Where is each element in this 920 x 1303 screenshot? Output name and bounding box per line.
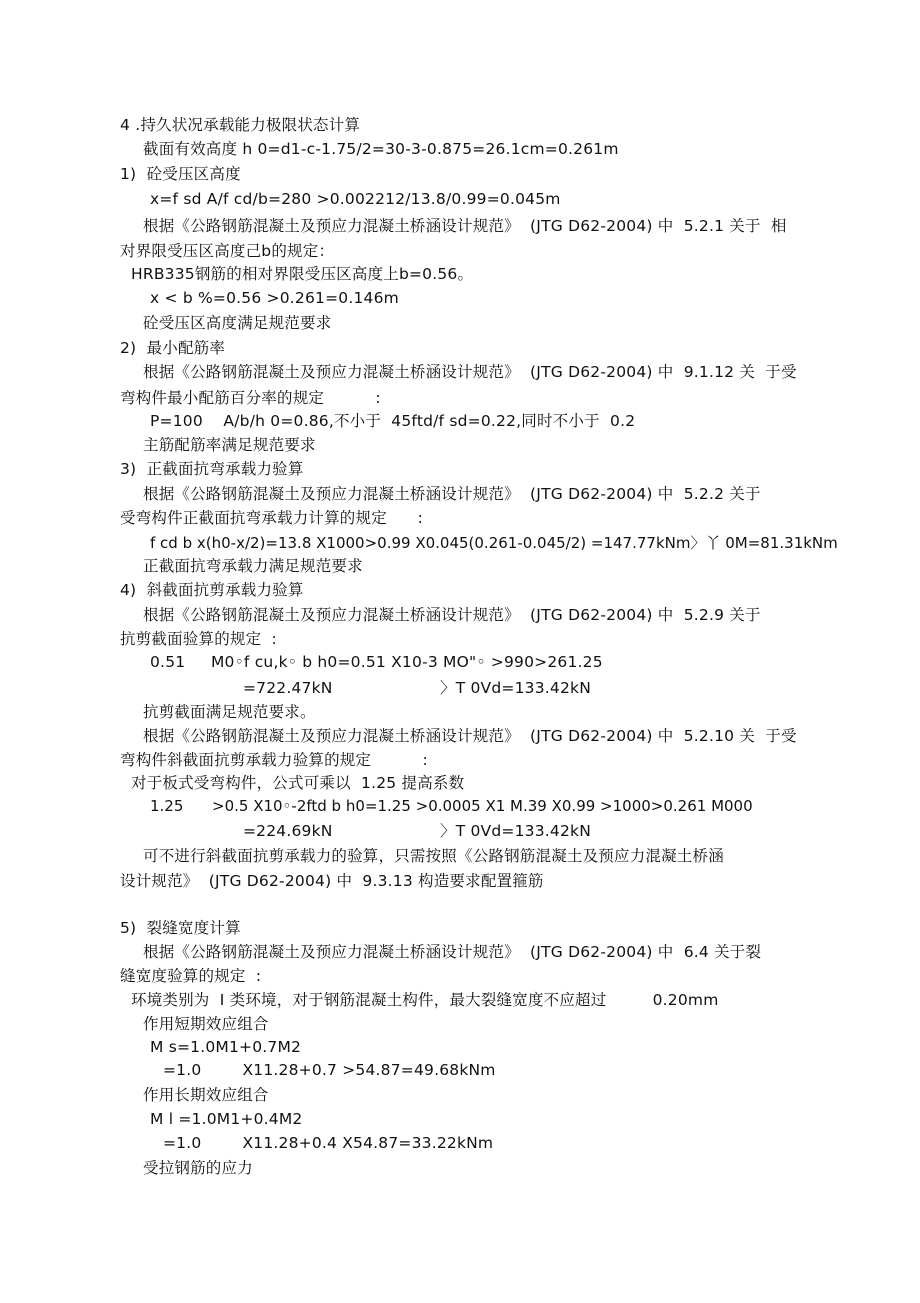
formula-line: M s=1.0M1+0.7M2 [150,1038,302,1056]
paragraph-line: 作用长期效应组合 [143,1086,269,1104]
paragraph-line: 根据《公路钢筋混凝土及预应力混凝土桥涵设计规范》 (JTG D62-2004) 中 5.2.10 关 于受 [143,727,797,745]
subheading-5: 5) 裂缝宽度计算 [120,919,241,937]
formula-line: f cd b x(h0-x/2)=13.8 X1000>0.99 X0.045(0.261-0.045/2) =147.77kNm〉丫 0M=81.31kNm [150,534,838,552]
paragraph-line: 根据《公路钢筋混凝土及预应力混凝土桥涵设计规范》 (JTG D62-2004) 中 5.2.1 关于 相 [143,217,787,235]
section-heading-4: 4 .持久状况承载能力极限状态计算 [120,116,361,134]
paragraph-line: 根据《公路钢筋混凝土及预应力混凝土桥涵设计规范》 (JTG D62-2004) 中 9.1.12 关 于受 [143,363,797,381]
formula-line: P=100 A/b/h 0=0.86,不小于 45ftd/f sd=0.22,同时不小于 0.2 [150,412,636,430]
paragraph-line: HRB335钢筋的相对界限受压区高度上b=0.56。 [131,265,474,283]
formula-line: =1.0 X11.28+0.7 >54.87=49.68kNm [163,1061,496,1079]
formula-line: x < b %=0.56 >0.261=0.146m [150,289,399,307]
subheading-3: 3) 正截面抗弯承载力验算 [120,460,304,478]
conclusion-line: 砼受压区高度满足规范要求 [143,314,332,332]
paragraph-line: 受拉钢筋的应力 [143,1159,253,1177]
paragraph-line: 根据《公路钢筋混凝土及预应力混凝土桥涵设计规范》 (JTG D62-2004) 中 5.2.9 关于 [143,606,761,624]
conclusion-line: 主筋配筋率满足规范要求 [143,436,316,454]
formula-line: M l =1.0M1+0.4M2 [150,1110,303,1128]
formula-line: 0.51 M0◦f cu,k◦ b h0=0.51 X10-3 MO"◦ >990>261.25 [150,653,603,671]
paragraph-line: 弯构件斜截面抗剪承载力验算的规定 : [120,751,428,769]
result-line: =224.69kN [243,822,333,840]
paragraph-line: 缝宽度验算的规定 : [120,967,262,985]
paragraph-line: 根据《公路钢筋混凝土及预应力混凝土桥涵设计规范》 (JTG D62-2004) 中 5.2.2 关于 [143,485,761,503]
effective-height-line: 截面有效高度 h 0=d1-c-1.75/2=30-3-0.875=26.1cm=0.261m [143,140,619,158]
comparison-line: 〉T 0Vd=133.42kN [440,822,591,840]
formula-line: 1.25 >0.5 X10◦-2ftd b h0=1.25 >0.0005 X1 M.39 X0.99 >1000>0.261 M000 [150,797,753,815]
paragraph-line: 抗剪截面验算的规定 : [120,630,277,648]
paragraph-line: 可不进行斜截面抗剪承载力的验算，只需按照《公路钢筋混凝土及预应力混凝土桥涵 [143,847,724,865]
paragraph-line: 环境类别为 I 类环境，对于钢筋混凝土构件，最大裂缝宽度不应超过 0.20mm [131,991,719,1009]
paragraph-line: 作用短期效应组合 [143,1015,269,1033]
conclusion-line: 正截面抗弯承载力满足规范要求 [143,557,363,575]
paragraph-line: 弯构件最小配筋百分率的规定 : [120,389,381,407]
formula-line: x=f sd A/f cd/b=280 >0.002212/13.8/0.99=0.045m [150,190,561,208]
subheading-2: 2) 最小配筋率 [120,339,226,357]
paragraph-line: 对界限受压区高度己b的规定： [120,242,335,260]
result-line: =722.47kN [243,679,333,697]
conclusion-line: 抗剪截面满足规范要求。 [143,703,316,721]
formula-line: =1.0 X11.28+0.4 X54.87=33.22kNm [163,1134,494,1152]
paragraph-line: 对于板式受弯构件，公式可乘以 1.25 提高系数 [131,774,465,792]
paragraph-line: 根据《公路钢筋混凝土及预应力混凝土桥涵设计规范》 (JTG D62-2004) 中 6.4 关于裂 [143,943,762,961]
comparison-line: 〉T 0Vd=133.42kN [440,679,591,697]
subheading-1: 1) 砼受压区高度 [120,165,241,183]
subheading-4: 4) 斜截面抗剪承载力验算 [120,581,304,599]
paragraph-line: 设计规范》 (JTG D62-2004) 中 9.3.13 构造要求配置箍筋 [120,872,544,890]
paragraph-line: 受弯构件正截面抗弯承载力计算的规定 : [120,509,424,527]
